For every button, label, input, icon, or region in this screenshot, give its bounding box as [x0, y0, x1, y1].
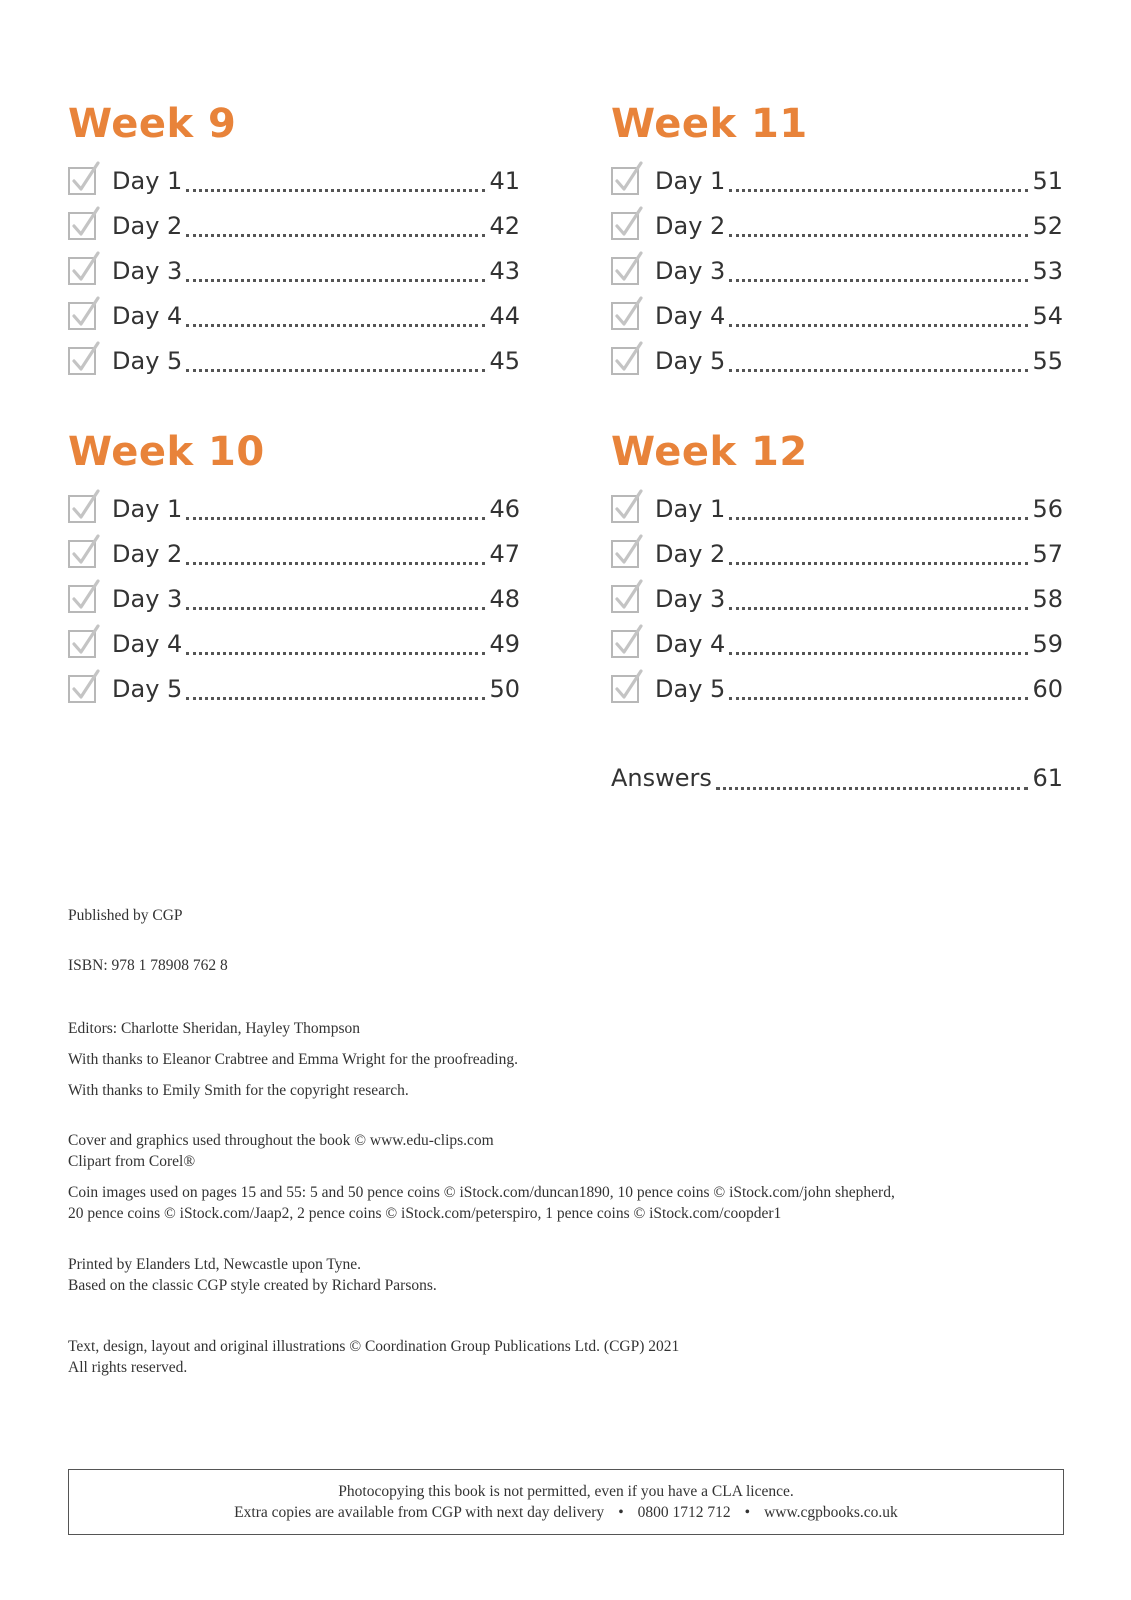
day-label: Day 2 — [112, 211, 183, 240]
day-entry — [611, 666, 1063, 711]
checkbox-tick-icon[interactable] — [68, 675, 96, 703]
dot-leader — [729, 255, 1028, 282]
checkbox-tick-icon[interactable] — [68, 302, 96, 330]
day-label: Day 4 — [655, 629, 726, 658]
dot-leader — [729, 300, 1028, 327]
printer-block — [68, 1254, 1058, 1296]
coin-images-block — [68, 1182, 1058, 1224]
day-page-number: 47 — [489, 539, 520, 568]
dot-leader — [186, 538, 485, 565]
clipart: Clipart from Corel® — [68, 1153, 196, 1170]
day-entry — [611, 576, 1063, 621]
checkbox-tick-icon[interactable] — [68, 630, 96, 658]
graphics-block — [68, 1130, 1058, 1172]
week-11-section — [611, 101, 1063, 383]
day-entry — [611, 203, 1063, 248]
day-page-number: 41 — [489, 166, 520, 195]
day-page-number: 53 — [1032, 256, 1063, 285]
day-entry — [68, 621, 520, 666]
published-by: Published by CGP — [68, 907, 183, 924]
week-title: Week 9 — [68, 101, 237, 147]
day-label: Day 2 — [655, 211, 726, 240]
week-9-section — [68, 101, 520, 383]
checkbox-tick-icon[interactable] — [68, 167, 96, 195]
day-label: Day 3 — [112, 256, 183, 285]
extra-copies-text: Extra copies are available from CGP with next day delivery — [234, 1504, 605, 1521]
checkbox-tick-icon[interactable] — [68, 585, 96, 613]
dot-leader — [716, 763, 1029, 790]
checkbox-tick-icon[interactable] — [68, 347, 96, 375]
day-page-number: 43 — [489, 256, 520, 285]
day-entry — [68, 531, 520, 576]
isbn: ISBN: 978 1 78908 762 8 — [68, 957, 228, 974]
day-page-number: 50 — [489, 674, 520, 703]
checkbox-tick-icon[interactable] — [611, 675, 639, 703]
day-page-number: 56 — [1032, 494, 1063, 523]
day-label: Day 3 — [655, 256, 726, 285]
checkbox-tick-icon[interactable] — [611, 495, 639, 523]
day-label: Day 5 — [655, 346, 726, 375]
day-label: Day 3 — [655, 584, 726, 613]
photocopy-notice-box — [68, 1469, 1064, 1535]
day-entry — [68, 666, 520, 711]
week-title: Week 12 — [611, 429, 808, 475]
day-label: Day 4 — [112, 629, 183, 658]
photocopy-notice: Photocopying this book is not permitted, even if you have a CLA licence. — [338, 1483, 794, 1500]
day-label: Day 2 — [655, 539, 726, 568]
dot-leader — [729, 583, 1028, 610]
dot-leader — [186, 255, 485, 282]
day-entry — [68, 293, 520, 338]
thanks-proofreading: With thanks to Eleanor Crabtree and Emma Wright for the proofreading. — [68, 1051, 518, 1068]
day-label: Day 5 — [112, 674, 183, 703]
dot-leader — [186, 345, 485, 372]
day-entry — [68, 338, 520, 383]
day-entry — [611, 486, 1063, 531]
day-entry — [611, 621, 1063, 666]
day-page-number: 55 — [1032, 346, 1063, 375]
day-page-number: 59 — [1032, 629, 1063, 658]
day-entry — [611, 531, 1063, 576]
checkbox-tick-icon[interactable] — [68, 540, 96, 568]
day-entry — [68, 486, 520, 531]
day-page-number: 54 — [1032, 301, 1063, 330]
day-entry — [68, 158, 520, 203]
day-entry — [611, 338, 1063, 383]
dot-leader — [729, 493, 1028, 520]
day-label: Day 1 — [112, 494, 183, 523]
checkbox-tick-icon[interactable] — [68, 212, 96, 240]
day-page-number: 44 — [489, 301, 520, 330]
day-label: Day 2 — [112, 539, 183, 568]
dot-leader — [186, 300, 485, 327]
checkbox-tick-icon[interactable] — [611, 630, 639, 658]
day-label: Day 1 — [655, 494, 726, 523]
dot-leader — [729, 210, 1028, 237]
day-page-number: 57 — [1032, 539, 1063, 568]
dot-leader — [729, 345, 1028, 372]
checkbox-tick-icon[interactable] — [611, 212, 639, 240]
checkbox-tick-icon[interactable] — [611, 167, 639, 195]
day-entry — [68, 203, 520, 248]
phone-number: 0800 1712 712 — [637, 1504, 731, 1521]
week-10-section — [68, 429, 520, 711]
day-entry — [68, 248, 520, 293]
coin-images-line1: Coin images used on pages 15 and 55: 5 and 50 pence coins © iStock.com/duncan1890, 10 pence coins © iStock.com/john shepherd, — [68, 1184, 895, 1201]
answers-entry — [611, 758, 1063, 798]
printed-by: Printed by Elanders Ltd, Newcastle upon Tyne. — [68, 1256, 362, 1273]
coin-images-line2: 20 pence coins © iStock.com/Jaap2, 2 pence coins © iStock.com/peterspiro, 1 pence coins © iStock.com/coopder1 — [68, 1205, 782, 1222]
day-label: Day 5 — [112, 346, 183, 375]
checkbox-tick-icon[interactable] — [68, 257, 96, 285]
day-entry — [611, 158, 1063, 203]
day-page-number: 60 — [1032, 674, 1063, 703]
bullet-separator: • — [744, 1504, 751, 1521]
copyright-block — [68, 1336, 1058, 1378]
checkbox-tick-icon[interactable] — [611, 540, 639, 568]
dot-leader — [186, 493, 485, 520]
based-on: Based on the classic CGP style created by Richard Parsons. — [68, 1277, 437, 1294]
dot-leader — [186, 673, 485, 700]
website: www.cgpbooks.co.uk — [764, 1504, 898, 1521]
day-page-number: 48 — [489, 584, 520, 613]
day-page-number: 51 — [1032, 166, 1063, 195]
dot-leader — [186, 165, 485, 192]
checkbox-tick-icon[interactable] — [68, 495, 96, 523]
day-page-number: 46 — [489, 494, 520, 523]
checkbox-tick-icon[interactable] — [611, 347, 639, 375]
day-label: Day 3 — [112, 584, 183, 613]
day-entry — [611, 248, 1063, 293]
dot-leader — [729, 673, 1028, 700]
copyright: Text, design, layout and original illustrations © Coordination Group Publications Ltd. (CGP) 2021 — [68, 1338, 680, 1355]
answers-label: Answers — [611, 764, 712, 792]
day-label: Day 4 — [655, 301, 726, 330]
day-label: Day 1 — [655, 166, 726, 195]
thanks-copyright: With thanks to Emily Smith for the copyright research. — [68, 1082, 409, 1099]
dot-leader — [186, 628, 485, 655]
editors: Editors: Charlotte Sheridan, Hayley Thompson — [68, 1020, 361, 1037]
bullet-separator: • — [618, 1504, 624, 1521]
day-page-number: 49 — [489, 629, 520, 658]
dot-leader — [186, 583, 485, 610]
week-title: Week 10 — [68, 429, 265, 475]
cover-graphics: Cover and graphics used throughout the book © www.edu-clips.com — [68, 1132, 494, 1149]
day-entry — [611, 293, 1063, 338]
week-title: Week 11 — [611, 101, 808, 147]
day-page-number: 42 — [489, 211, 520, 240]
day-page-number: 45 — [489, 346, 520, 375]
dot-leader — [729, 628, 1028, 655]
day-label: Day 1 — [112, 166, 183, 195]
week-12-section — [611, 429, 1063, 711]
checkbox-tick-icon[interactable] — [611, 257, 639, 285]
checkbox-tick-icon[interactable] — [611, 585, 639, 613]
editors-block — [68, 1018, 1058, 1101]
rights: All rights reserved. — [68, 1359, 188, 1376]
dot-leader — [729, 538, 1028, 565]
dot-leader — [729, 165, 1028, 192]
day-label: Day 4 — [112, 301, 183, 330]
answers-page-number: 61 — [1032, 764, 1063, 792]
dot-leader — [186, 210, 485, 237]
day-label: Day 5 — [655, 674, 726, 703]
day-entry — [68, 576, 520, 621]
day-page-number: 52 — [1032, 211, 1063, 240]
checkbox-tick-icon[interactable] — [611, 302, 639, 330]
credits-block — [68, 905, 1058, 926]
extra-copies-line — [69, 1502, 1063, 1523]
day-page-number: 58 — [1032, 584, 1063, 613]
isbn-block — [68, 955, 1058, 976]
